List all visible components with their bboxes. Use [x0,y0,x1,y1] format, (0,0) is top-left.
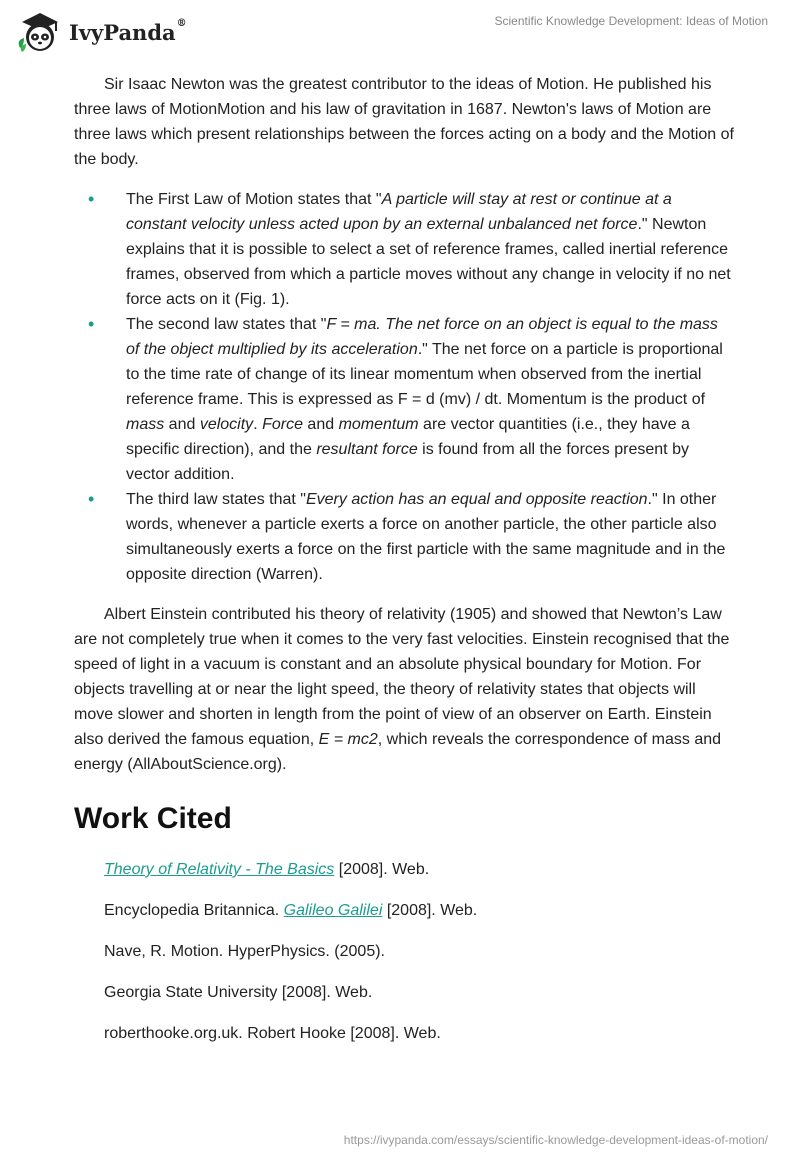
bullet-icon: • [88,189,95,209]
third-law-quote: Every action has an equal and opposite reaction [305,491,648,508]
list-item-second-law: • The second law states that "F = ma. The net force on an object is equal to the mass of the object multiplied by its acceleration." The net force on a particle is proportional to the time rate of change of its linear momentum when observed from the inertial reference frame. This is expressed as F = d (mv) / dt. Momentum is the product of mass and velocity. Force and momentum are vector quantities (i.e., they have a specific direction), and the resultant force is found from all the forces present by vector addition. [88,314,723,483]
essay-body [74,72,734,1062]
bullet-icon: • [88,489,95,509]
reference-item: Nave, R. Motion. HyperPhysics. (2005). [104,943,385,960]
reference-link-galileo[interactable]: Galileo Galilei [283,902,383,919]
list-item-first-law: • The First Law of Motion states that "A particle will stay at rest or continue at a constant velocity unless acted upon by an external unbalanced net force." Newton explains that it is possible to select a set of reference frames, called inertial reference frames, observed from which a particle moves without any change in velocity if no net force acts on it (Fig. 1). [88,189,731,308]
page-header [0,0,800,60]
document-title: Scientific Knowledge Development: Ideas of Motion [494,14,768,28]
works-cited-heading: Work Cited [74,802,232,835]
panda-icon [14,8,66,54]
source-url[interactable]: https://ivypanda.com/essays/scientific-knowledge-development-ideas-of-motion/ [343,1133,768,1147]
ivypanda-logo[interactable] [14,8,187,54]
newton-laws-list [74,187,734,587]
reference-item: roberthooke.org.uk. Robert Hooke [2008]. Web. [104,1025,441,1042]
registered-mark: ® [176,17,187,29]
first-law-quote: A particle will stay at rest or continue at a constant velocity unless acted upon by an external unbalanced net force [126,191,672,233]
second-law-quote: F = ma. The net force on an object is equal to the mass of the object multiplied by its acceleration [126,316,718,358]
reference-item: Theory of Relativity - The Basics [2008]. Web. [104,861,430,878]
equation: E = mc2 [318,731,378,748]
brand-name: IvyPanda® [69,17,187,45]
reference-list [74,857,734,1046]
intro-paragraph: Sir Isaac Newton was the greatest contributor to the ideas of Motion. He published his three laws of MotionMotion and his law of gravitation in 1687. Newton's laws of Motion are three laws which present relationships between the forces acting on a body and the Motion of the body. [74,76,734,168]
bullet-icon: • [88,314,95,334]
reference-link-relativity[interactable]: Theory of Relativity - The Basics [104,861,335,878]
list-item-third-law: • The third law states that "Every action has an equal and opposite reaction." In other words, whenever a particle exerts a force on another particle, the other particle also simultaneously exerts a force on the first particle with the same magnitude and in the opposite direction (Warren). [88,489,726,583]
einstein-paragraph: Albert Einstein contributed his theory of relativity (1905) and showed that Newton’s Law are not completely true when it comes to the very fast velocities. Einstein recognised that the speed of light in a vacuum is constant and an absolute physical boundary for Motion. For objects travelling at or near the light speed, the theory of relativity states that objects will move slower and shorten in length from the point of view of an observer on Earth. Einstein also derived the famous equation, E = mc2, which reveals the correspondence of mass and energy (AllAboutScience.org). [74,606,730,773]
reference-item: Encyclopedia Britannica. Galileo Galilei [2008]. Web. [104,902,478,919]
reference-item: Georgia State University [2008]. Web. [104,984,373,1001]
